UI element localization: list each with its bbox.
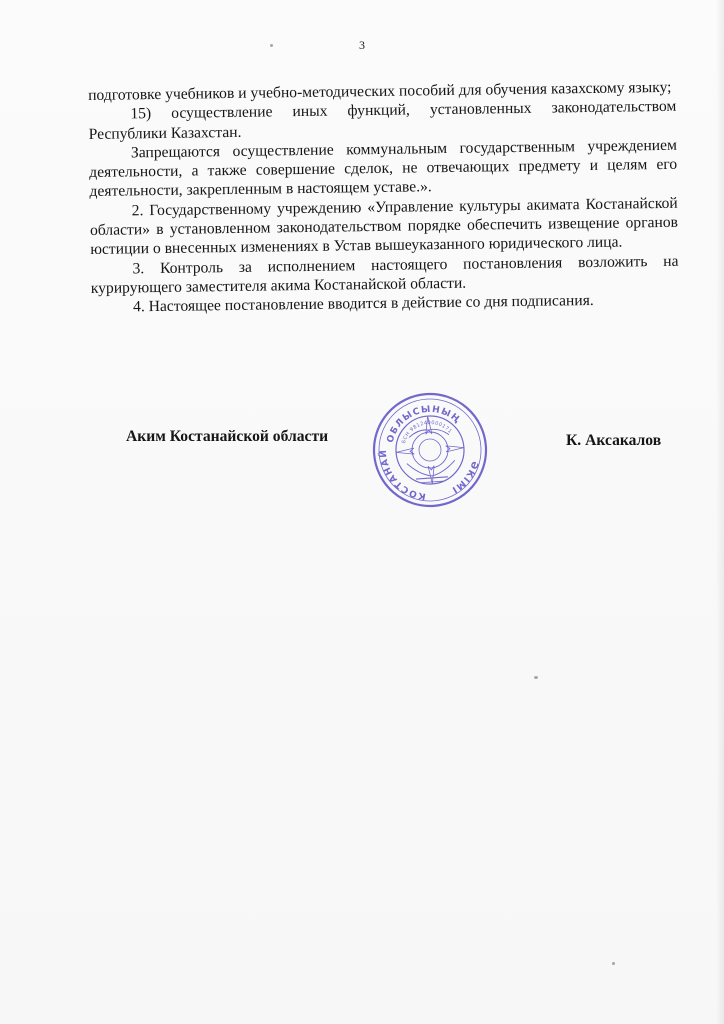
seal-text-right: ӘКІМІ [449,459,480,495]
page-number: 3 [359,38,365,52]
seal-text-top: ОБЛЫСЫНЫҢ [385,404,463,444]
scan-speck [270,44,273,47]
paragraph-continuation: подготовке учебников и учебно-методических пособий для обучения казахскому языку; [88,78,672,104]
svg-text:ӘКІМІ [447,459,481,495]
paragraph-point-3: 3. Контроль за исполнением настоящего постановления возложить на курирующего заместителя акима Костанайской области. [90,252,679,297]
signature-block [0,388,724,528]
paragraph-point-2: 2. Государственному учреждению «Управление культуры акимата Костанайской области» в установленном законодательством порядке обеспечить извещение органов юстиции о внесенных изменениях в Устав вышеуказанного юридического лица. [89,194,679,259]
paragraph-item-15: 15) осуществление иных функций, установленных законодательством Республики Казахстан. [88,98,677,143]
signatory-name: К. Аксакалов [566,432,662,449]
scan-speck [612,962,615,965]
seal-text-left: КОСТАНАЙ [378,448,427,501]
paragraph-prohibition: Запрещаются осуществление коммунальным государственным учреждением деятельности, а также совершение сделок, не отвечающих предмету и целям его деятельности, закрепленным в настоящем уставе.». [89,136,678,201]
scan-speck [534,676,538,679]
official-seal-stamp [370,390,490,510]
signatory-title: Аким Костанайской области [126,428,329,445]
paragraph-point-4: 4. Настоящее постановление вводится в действие со дня подписания. [132,292,594,316]
seal-text-inner: БСН 981240000171 [400,419,454,445]
document-body [88,78,679,318]
